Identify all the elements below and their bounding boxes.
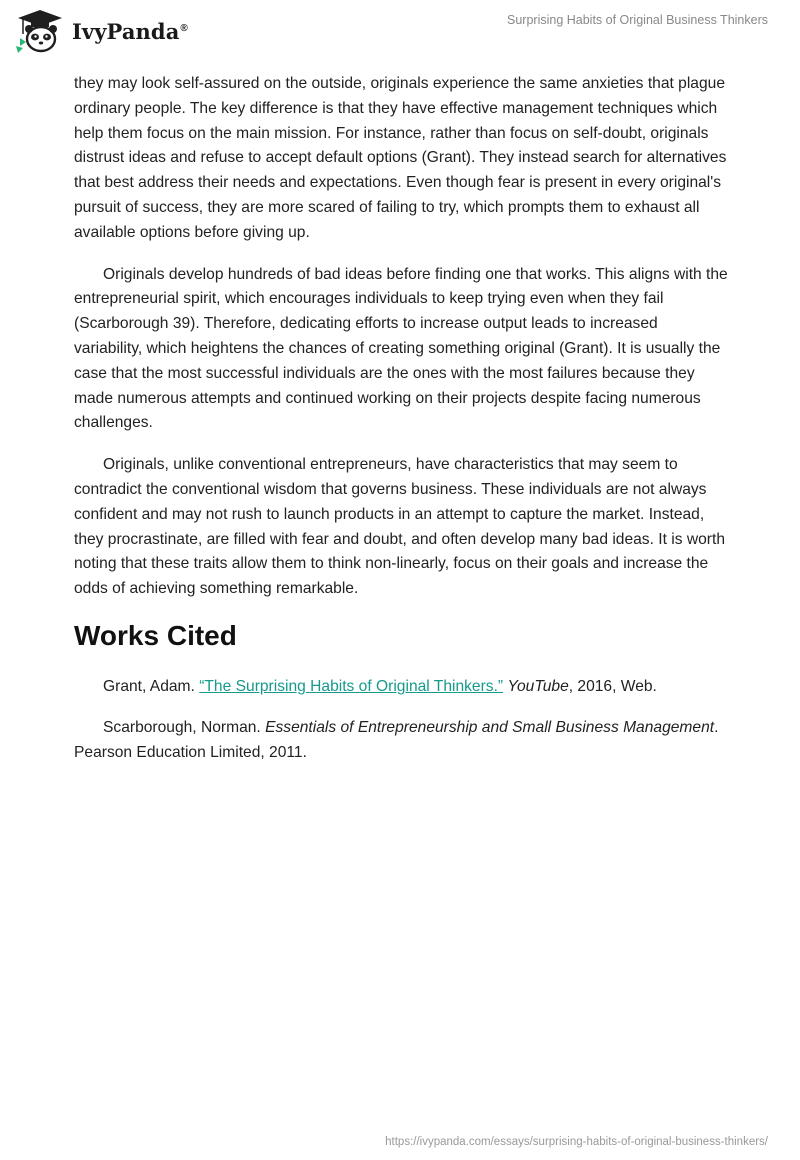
paragraph-1: they may look self-assured on the outside, originals experience the same anxieties that plague ordinary people. The key difference is that they have effective management techniques which help them focus on the main mission. For instance, rather than focus on self-doubt, originals distrust ideas and refuse to accept default options (Grant). They instead search for alternatives that best address their needs and expectations. Even though fear is present in every original's pursuit of success, they are more scared of failing to try, which prompts them to exhaust all available options before giving up. (74, 75, 727, 241)
citation-author: Grant, Adam. (103, 677, 200, 695)
source-url[interactable]: https://ivypanda.com/essays/surprising-habits-of-original-business-thinkers/ (385, 1136, 768, 1148)
citation-details: , 2016, Web. (568, 677, 657, 695)
page-header (0, 0, 800, 66)
essay-content (74, 72, 728, 781)
citation-details: . Pearson Education Limited, 2011. (74, 718, 719, 761)
paragraph-3: Originals, unlike conventional entrepreneurs, have characteristics that may seem to contradict the conventional wisdom that governs business. These individuals are not always confident and may not rush to launch products in an attempt to capture the market. Instead, they procrastinate, are filled with fear and doubt, and often develop many bad ideas. It is worth noting that these traits allow them to think non-linearly, focus on their goals and increase the odds of achieving something remarkable. (74, 456, 725, 598)
panda-graduate-icon (14, 8, 66, 54)
citation-scarborough (74, 716, 728, 766)
ivypanda-logo[interactable] (14, 8, 188, 54)
citation-source: YouTube (507, 677, 569, 695)
citation-link[interactable]: “The Surprising Habits of Original Thinkers.” (199, 677, 504, 695)
works-cited-heading: Works Cited (74, 619, 237, 651)
citation-author: Scarborough, Norman. (103, 718, 266, 736)
document-title: Surprising Habits of Original Business Thinkers (507, 13, 768, 27)
citation-book-title: Essentials of Entrepreneurship and Small Business Management (265, 718, 715, 736)
citation-grant (74, 675, 728, 700)
registered-mark: ® (180, 22, 188, 34)
brand-name: IvyPanda® (72, 18, 188, 44)
paragraph-2: Originals develop hundreds of bad ideas before finding one that works. This aligns with the entrepreneurial spirit, which encourages individuals to keep trying even when they fail (Scarborough 39). Therefore, dedicating efforts to increase output leads to increased variability, which heightens the chances of creating something original (Grant). It is usually the case that the most successful individuals are the ones with the most failures because they made numerous attempts and continued working on their projects despite facing numerous challenges. (74, 265, 728, 432)
